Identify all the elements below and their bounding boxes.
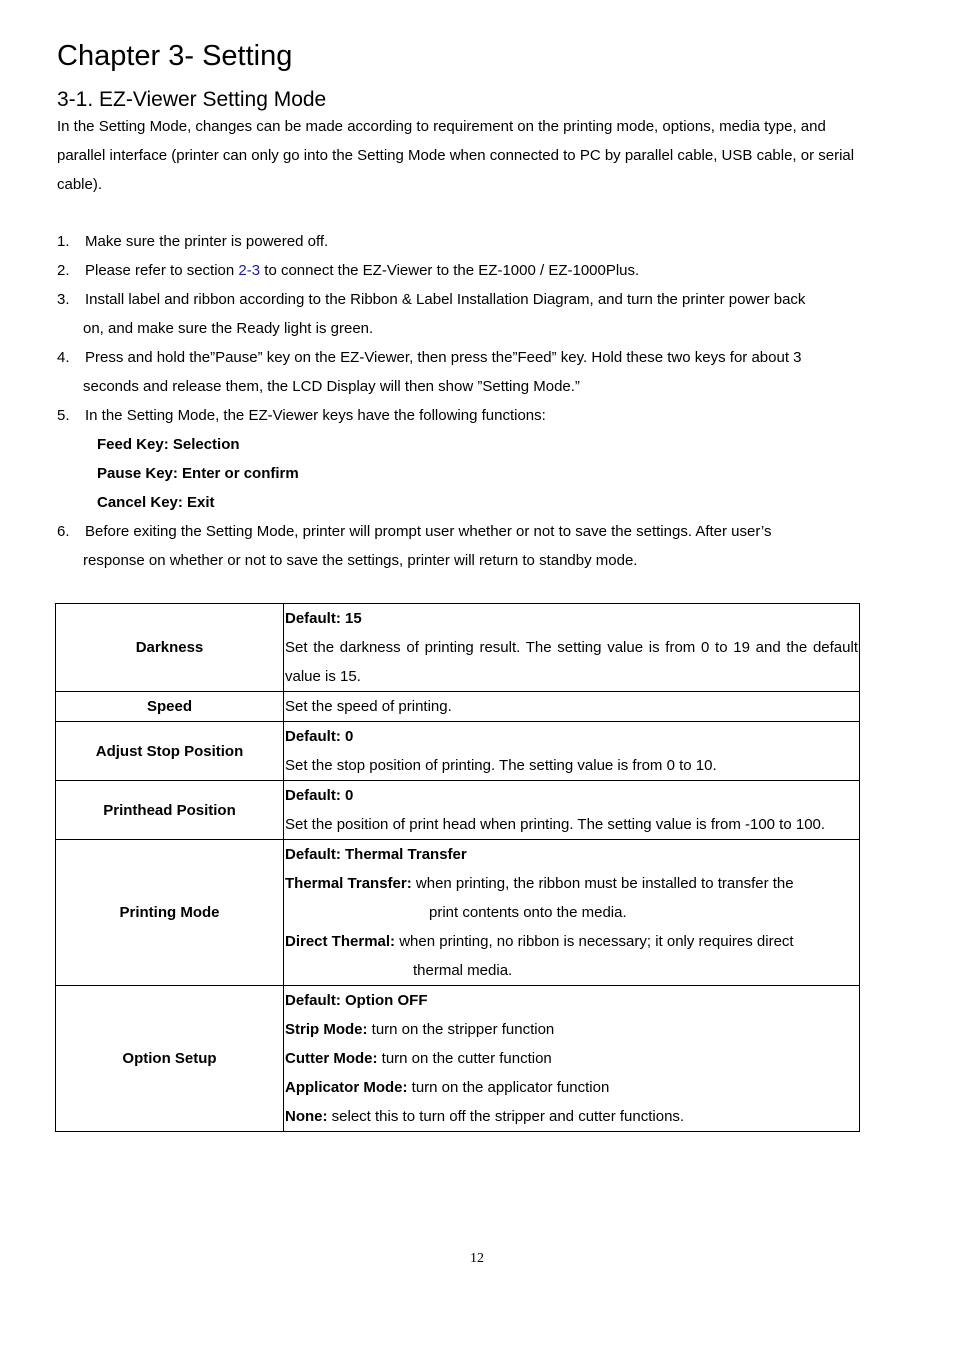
table-row xyxy=(56,986,860,1132)
option-text: turn on the cutter function xyxy=(377,1050,552,1067)
setting-description xyxy=(284,986,860,1132)
option-label: Strip Mode: xyxy=(285,1021,368,1038)
step-text: Please refer to section xyxy=(85,262,239,279)
option-text: when printing, the ribbon must be installed to transfer the xyxy=(415,875,794,892)
setting-text: Set the darkness of printing result. The setting value is from 0 to 19 and the default value is 15. xyxy=(285,639,858,685)
option-label: None: xyxy=(285,1108,328,1125)
setting-description xyxy=(284,722,860,781)
setting-default: Default: 0 xyxy=(285,787,354,804)
step-text: In the Setting Mode, the EZ-Viewer keys have the following functions: xyxy=(85,407,546,424)
table-row xyxy=(56,604,860,692)
setting-description xyxy=(284,781,860,840)
step-text: Press and hold the”Pause” key on the EZ-Viewer, then press the”Feed” key. Hold these two keys for about 3 xyxy=(85,349,802,366)
step-text: Install label and ribbon according to the Ribbon & Label Installation Diagram, and turn the printer power back xyxy=(85,291,806,308)
key-function-pause: Pause Key: Enter or confirm xyxy=(97,465,299,482)
setting-description xyxy=(284,840,860,986)
direct-thermal-option xyxy=(285,927,858,985)
setting-name: Printing Mode xyxy=(56,840,284,986)
step-text: Before exiting the Setting Mode, printer will prompt user whether or not to save the settings. After user’s xyxy=(85,523,772,540)
intro-paragraph: In the Setting Mode, changes can be made according to requirement on the printing mode, options, media type, and parallel interface (printer can only go into the Setting Mode when connected to PC by parallel cable, USB cable, or serial cable). xyxy=(57,118,855,193)
table-row xyxy=(56,722,860,781)
option-item xyxy=(285,1102,858,1131)
option-text-continued: thermal media. xyxy=(413,962,513,979)
option-text: turn on the stripper function xyxy=(367,1021,555,1038)
option-text: turn on the applicator function xyxy=(407,1079,610,1096)
setting-default: Default: Option OFF xyxy=(285,992,428,1009)
step-number: 6. xyxy=(57,523,70,540)
step-number: 4. xyxy=(57,349,70,366)
step-text: Make sure the printer is powered off. xyxy=(85,233,329,250)
step-3 xyxy=(57,285,863,343)
section-link[interactable]: 2-3 xyxy=(238,262,261,279)
setting-description xyxy=(284,604,860,692)
chapter-title: Chapter 3- Setting xyxy=(57,40,293,72)
step-text-continued: on, and make sure the Ready light is green. xyxy=(83,320,374,337)
table-row xyxy=(56,692,860,722)
option-text-continued: print contents onto the media. xyxy=(429,904,627,921)
setting-default: Default: Thermal Transfer xyxy=(285,846,467,863)
section-title: 3-1. EZ-Viewer Setting Mode xyxy=(57,88,327,111)
page-number: 12 xyxy=(470,1251,484,1266)
setting-name: Printhead Position xyxy=(56,781,284,840)
option-text: when printing, no ribbon is necessary; it only requires direct xyxy=(399,933,794,950)
option-item xyxy=(285,1073,858,1102)
setting-text: Set the position of print head when printing. The setting value is from -100 to 100. xyxy=(285,816,826,833)
step-6 xyxy=(57,517,863,575)
table-row xyxy=(56,840,860,986)
setting-name: Option Setup xyxy=(56,986,284,1132)
key-function-feed: Feed Key: Selection xyxy=(97,436,240,453)
table-row xyxy=(56,781,860,840)
step-number: 3. xyxy=(57,291,70,308)
setting-text: Set the speed of printing. xyxy=(285,698,452,715)
option-item xyxy=(285,1015,858,1044)
setting-default: Default: 15 xyxy=(285,610,362,627)
step-text-continued: seconds and release them, the LCD Display will then show ”Setting Mode.” xyxy=(83,378,580,395)
step-number: 5. xyxy=(57,407,70,424)
step-text-continued: response on whether or not to save the settings, printer will return to standby mode. xyxy=(83,552,638,569)
step-4 xyxy=(57,343,863,401)
option-label: Direct Thermal: xyxy=(285,933,396,950)
step-1 xyxy=(57,227,863,256)
setting-default: Default: 0 xyxy=(285,728,354,745)
settings-table xyxy=(55,603,860,1132)
option-label: Cutter Mode: xyxy=(285,1050,378,1067)
step-2 xyxy=(57,256,863,285)
steps-list xyxy=(57,227,863,575)
option-item xyxy=(285,1044,858,1073)
option-label: Applicator Mode: xyxy=(285,1079,408,1096)
setting-description xyxy=(284,692,860,722)
step-number: 1. xyxy=(57,233,70,250)
setting-name: Adjust Stop Position xyxy=(56,722,284,781)
setting-name: Darkness xyxy=(56,604,284,692)
thermal-transfer-option xyxy=(285,869,858,927)
step-5 xyxy=(57,401,863,517)
option-label: Thermal Transfer: xyxy=(285,875,412,892)
option-text: select this to turn off the stripper and cutter functions. xyxy=(327,1108,685,1125)
key-functions-list xyxy=(85,430,863,517)
key-function-cancel: Cancel Key: Exit xyxy=(97,494,215,511)
step-number: 2. xyxy=(57,262,70,279)
setting-text: Set the stop position of printing. The setting value is from 0 to 10. xyxy=(285,757,717,774)
setting-name: Speed xyxy=(56,692,284,722)
step-text: to connect the EZ-Viewer to the EZ-1000 / EZ-1000Plus. xyxy=(260,262,640,279)
